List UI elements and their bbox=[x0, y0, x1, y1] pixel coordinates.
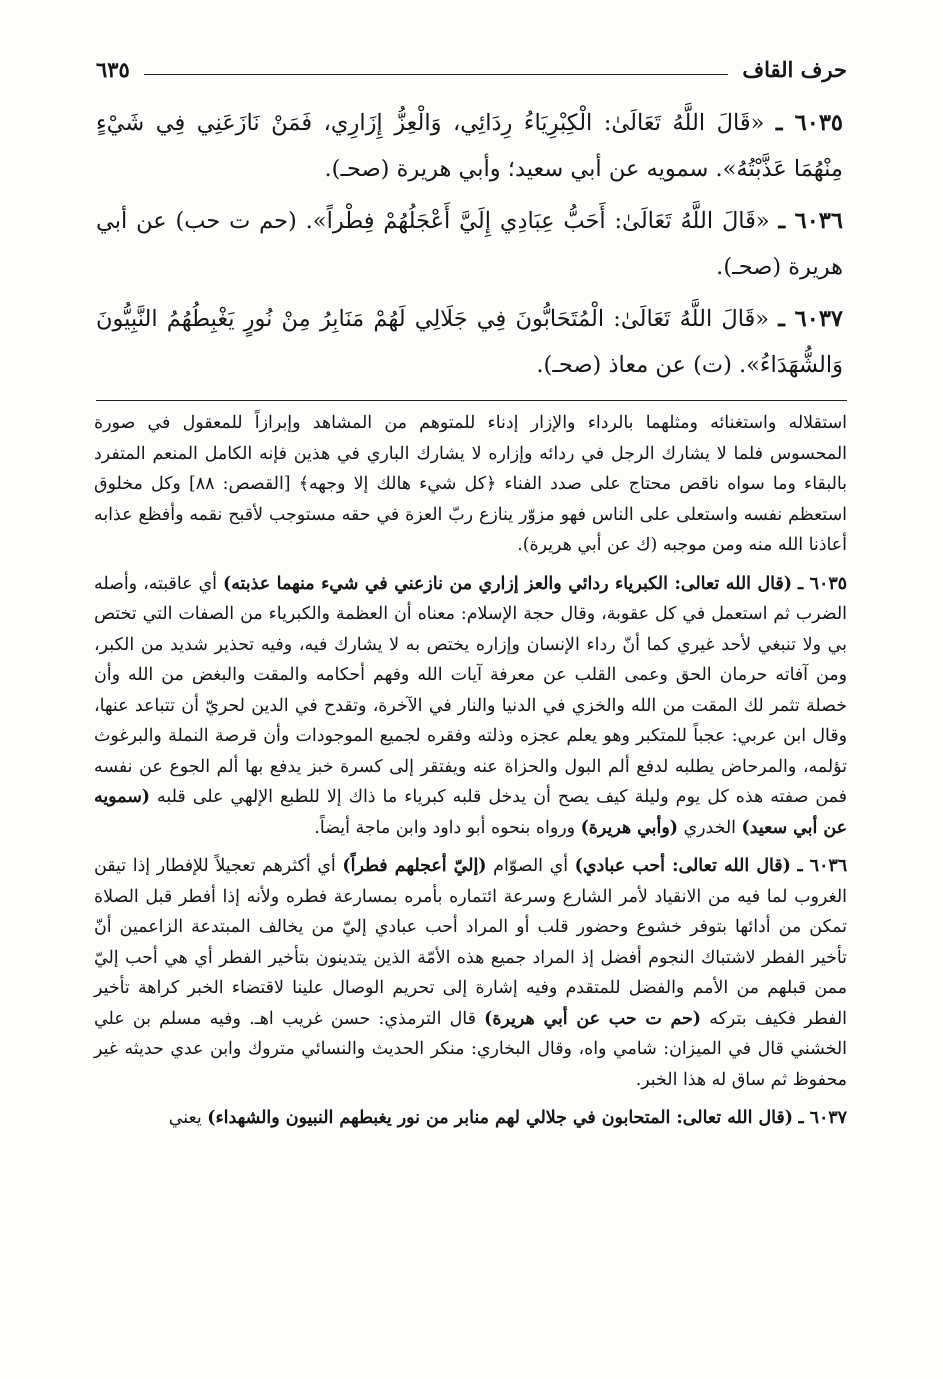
commentary-body: ورواه بنحوه أبو داود وابن ماجة أيضاً. bbox=[314, 817, 576, 838]
hadith-6037 bbox=[96, 296, 843, 388]
hadith-text: «قَالَ اللَّهُ تَعَالَىٰ: الْمُتَحَابُّونَ فِي جَلَالِي لَهُمْ مَنَابِرُ مِنْ نُورٍ يَغْبِطُهُمُ النَّبِيُّونَ وَالشُّهَدَاءُ». (ت) عن معاذ (صحـ). bbox=[96, 306, 843, 378]
running-title: حرف القاف bbox=[742, 57, 847, 82]
commentary-6035 bbox=[94, 569, 847, 844]
hadith-text: «قَالَ اللَّهُ تَعَالَىٰ: أَحَبُّ عِبَادِي إِلَيَّ أَعْجَلُهُمْ فِطْراً». (حم ت حب) عن أبي هريرة (صحـ). bbox=[96, 208, 843, 280]
page-header bbox=[96, 46, 847, 80]
hadith-text: «قَالَ اللَّهُ تَعَالَىٰ: الْكِبْرِيَاءُ رِدَائِي، وَالْعِزُّ إِزَارِي، فَمَنْ نَازَعَنِي فِي شَيْءٍ مِنْهُمَا عَذَّبْتُهُ». سمويه عن أبي سعيد؛ وأبي هريرة (صحـ). bbox=[96, 110, 843, 182]
page-number: ٦٣٥ bbox=[96, 57, 130, 82]
footnote-separator bbox=[96, 400, 847, 401]
commentary-lemma: (قال الله تعالى: الكبرياء ردائي والعز إزاري من نازعني في شيء منهما عذبته) bbox=[222, 573, 792, 594]
hadith-texts bbox=[96, 100, 843, 394]
commentary-body: قال الترمذي: حسن غريب اهـ. وفيه مسلم بن علي الخشني قال في الميزان: شامي واه، وقال البخاري: منكر الحديث والنسائي متروك وابن عدي حديثه غير محفوظ ثم ساق له هذا الخبر. bbox=[94, 1008, 847, 1090]
source-reference: (حم ت حب عن أبي هريرة) bbox=[484, 1008, 702, 1029]
commentary-body: أي الصوّام bbox=[493, 856, 569, 876]
hadith-number: ٦٠٣٧ ـ bbox=[778, 306, 843, 332]
commentary-lemma: (إليّ أعجلهم فطراً) bbox=[342, 856, 487, 876]
commentary-body: أي عاقبته، وأصله الضرب ثم استعمل في كل عقوبة، وقال حجة الإسلام: معناه أن العظمة والكبرياء من الصفات التي تختص بي ولا تنبغي لأحد غيري كما أنّ رداء الإنسان وإزاره يختص به لا يشارك فيه، وفيه تحذير شديد من الكبر، ومن آفاته حرمان الحق وعمى القلب عن معرفة آيات الله وفهم أحكامه والمقت والبغض من الله وأن خصلة تثمر لك المقت من الله والخزي في الدنيا والنار في الآخرة، وتقدح في الدين لحريّ أن تتباعد عنها، وقال ابن عربي: عجباً للمتكبر وهو يعلم عجزه وذلته وفقره لجميع الموجودات وأن قرصة النملة والبرغوث تؤلمه، والمرحاض يطلبه لدفع ألم البول والحزاة عنه ويفتقر إلى كسرة خبز يدفع بها ألم الجوع عن نفسه فمن صفته هذه كل يوم وليلة كيف يصح أن يدخل قلبه كبرياء ما ذاك إلا للطبع الإلهي على قلبه bbox=[94, 573, 847, 807]
hadith-6035 bbox=[96, 100, 843, 192]
commentary-intro: استقلاله واستغنائه ومثلهما بالرداء والإزار إدناء للمتوهم من المشاهد وإبرازاً للمعقول في صورة المحسوس فلما لا يشارك الرجل في ردائه وإزاره لا يشارك الباري في هذين فإنه الكامل المنعم المتفرد بالبقاء وما سواه ناقص محتاج على صدد الفناء ﴿كل شيء هالك إلا وجهه﴾ [القصص: ٨٨] وكل مخلوق استعظم نفسه واستعلى على الناس فهو مزوّر ينازع ربّ العزة في حقه مستوجب لأقبح نقمه وأفظع عذابه أعاذنا الله منه ومن موجبه (ك عن أبي هريرة). bbox=[94, 413, 848, 555]
hadith-6036 bbox=[96, 198, 843, 290]
commentary-body: يعني bbox=[168, 1108, 202, 1128]
hadith-number: ٦٠٣٥ ـ bbox=[775, 110, 843, 136]
commentary-number: ٦٠٣٦ ـ bbox=[797, 856, 848, 876]
source-reference: (سمويه عن أبي سعيد) bbox=[94, 787, 847, 838]
header-rule bbox=[144, 74, 728, 75]
source-reference: (وأبي هريرة) bbox=[580, 817, 678, 838]
commentary-number: ٦٠٣٥ ـ bbox=[798, 573, 848, 594]
commentary-body: أي أكثرهم تعجيلاً للإفطار إذا تيقن الغروب لما فيه من الانقياد لأمر الشارع وسرعة ائتماره بأمره بمسارعة فطره ولأنه إذا أفطر قبل الصلاة تمكن من أدائها بتوفر خشوع وحضور قلب أو المراد أحب عبادي إليّ من يخالف المبتدعة الزاعمين أنّ تأخير الفطر لاشتباك النجوم أفضل إذ المراد جميع هذه الأمّة الذين يتدينون بتأخير الفطر أي هي أحب إليّ ممن قبلهم من الأمم والفضل للمتقدم وفيه إشارة إلى تحريم الوصال علينا لاقتضاء الخبر كراهة تأخير الفطر فكيف بتركه bbox=[94, 856, 848, 1029]
commentary-lemma: (قال الله تعالى: أحب عبادي) bbox=[574, 856, 791, 876]
commentary-6036 bbox=[94, 851, 847, 1095]
commentary-lemma: (قال الله تعالى: المتحابون في جلالي لهم منابر من نور يغبطهم النبيون والشهداء) bbox=[207, 1108, 793, 1128]
commentary-number: ٦٠٣٧ ـ bbox=[798, 1108, 847, 1128]
commentary-body: الخدري bbox=[683, 817, 736, 838]
commentary-6037 bbox=[94, 1103, 847, 1134]
commentary-section bbox=[94, 408, 847, 1142]
hadith-number: ٦٠٣٦ ـ bbox=[778, 208, 843, 234]
